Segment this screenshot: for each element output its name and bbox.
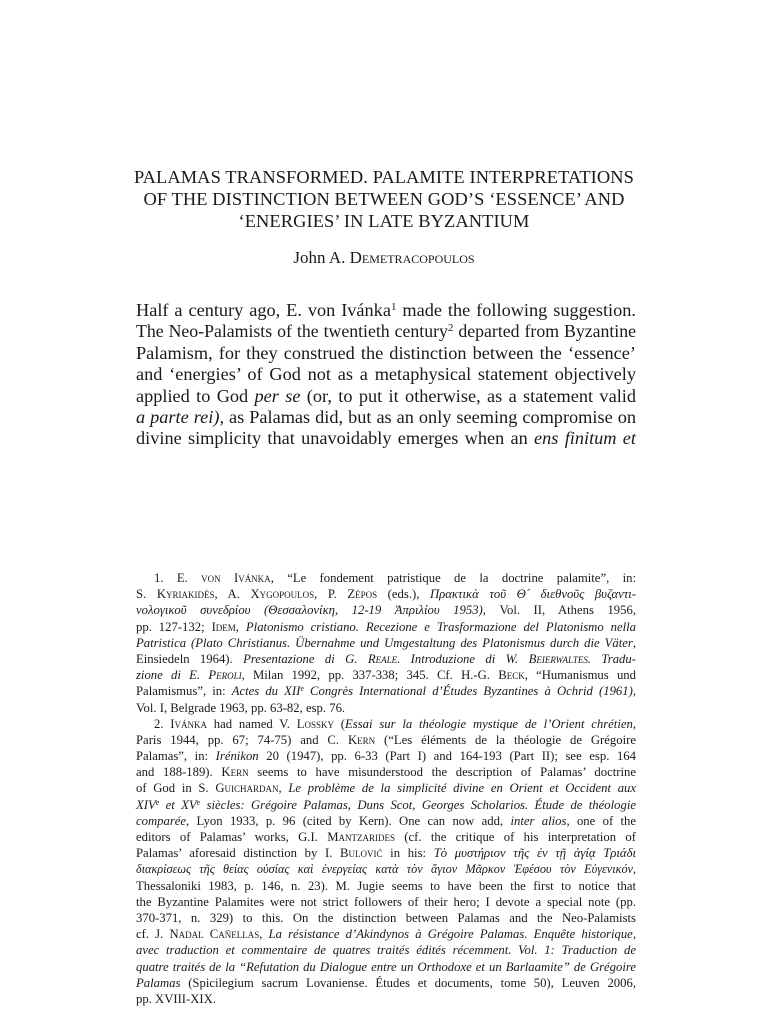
fn-italic: Πρακτικὰ τοῦ Θ´ διεθνοῦς βυζαντι- xyxy=(429,587,636,602)
body-italic-run: per se xyxy=(254,385,301,406)
fn-superscript: e xyxy=(300,684,304,694)
fn-smallcaps: Kyriakidès xyxy=(156,587,215,602)
fn-smallcaps: Guichardan xyxy=(215,781,279,796)
fn-smallcaps: Kern xyxy=(221,765,249,780)
author-first-name: John A. xyxy=(293,248,350,267)
footnote-2-line xyxy=(136,797,636,813)
fn-text: Einsiedeln 1964). xyxy=(136,651,244,666)
body-line xyxy=(136,321,636,342)
fn-text: of God in S. xyxy=(136,781,216,796)
fn-text: , xyxy=(632,862,636,877)
body-italic-run: a parte rei), xyxy=(136,406,225,427)
footnote-1-line xyxy=(136,651,636,667)
fn-italic: Presentazione di G. xyxy=(243,651,368,666)
footnote-2-line xyxy=(136,894,636,910)
footnote-2-line xyxy=(136,975,636,991)
footnote-2-line xyxy=(136,813,636,829)
body-line xyxy=(136,386,636,407)
body-text-run: as Palamas did, but as an only seeming compromise on xyxy=(224,406,636,427)
fn-smallcaps: Mantzarides xyxy=(327,830,395,844)
fn-text: , xyxy=(259,927,269,942)
fn-text: seems to have misunderstood the description of Palamas’ doctrine xyxy=(248,765,636,780)
footnote-2-line xyxy=(136,861,636,877)
fn-text: , xyxy=(632,716,636,731)
footnote-2-line xyxy=(136,991,636,1007)
fn-text: , Milan 1992, pp. 337-338; 345. Cf. H.-G. xyxy=(241,668,499,683)
body-text-run: (or, to put it otherwise, as a statement valid xyxy=(300,385,636,406)
fn-smallcaps: Kern xyxy=(347,732,376,747)
fn-text: (Spicilegium sacrum Lovaniense. Études et documents, tome 50), Leuven 2006, xyxy=(180,975,636,990)
fn-italic: La résistance d’Akindynos à Grégoire Palamas. Enquête historique, xyxy=(268,927,636,942)
fn-superscript: e xyxy=(196,797,201,807)
fn-text: cf. J. xyxy=(136,927,170,942)
fn-text: , “Le fondement patristique de la doctrine palamite”, in: xyxy=(270,571,636,585)
body-text-run: Half a century ago, E. von Ivánka xyxy=(136,300,391,320)
fn-italic: διακρίσεως τῆς θείας οὐσίας καὶ ἐνεργείας κατὰ τὸν ἅγιον Μᾶρκον Ἐφέσου τὸν Εὐγενικόν xyxy=(136,862,633,877)
fn-italic: Congrès International d’Études Byzantines à Ochrid (1961) xyxy=(303,684,633,699)
footnote-2-line xyxy=(136,732,636,748)
body-line xyxy=(136,407,636,428)
body-text-run: departed from Byzantine xyxy=(453,321,636,342)
footnote-2-line xyxy=(136,910,636,926)
fn-italic: Irénikon xyxy=(215,749,259,764)
fn-italic: XIV xyxy=(136,797,156,812)
fn-text: , Vol. II, Athens 1956, xyxy=(482,603,636,618)
fn-smallcaps: Beierwaltes xyxy=(528,651,588,666)
fn-text: , xyxy=(278,781,289,796)
fn-text: 370-371, n. 329) to this. On the distinction between Palamas and the Neo-Palamists xyxy=(136,910,636,925)
body-text-run: divine simplicity that unavoidably emerges when an xyxy=(136,428,535,449)
body-text-run: applied to God xyxy=(136,385,255,406)
fn-text: , one of the xyxy=(566,813,637,828)
body-text-run: Palamism, for they construed the distinction between the ‘essence’ xyxy=(136,342,636,363)
footnote-2-line xyxy=(136,748,636,764)
fn-text: pp. 127-132; xyxy=(136,619,212,634)
fn-text: (eds.), xyxy=(377,587,430,602)
fn-smallcaps: Lossky xyxy=(296,716,335,731)
fn-text: 2. xyxy=(154,716,171,731)
footnote-1-line xyxy=(136,700,636,716)
fn-text: Vol. I, Belgrade 1963, pp. 63-82, esp. 76. xyxy=(136,700,346,715)
fn-text: Palamismus”, in: xyxy=(136,684,232,699)
fn-text: and 188-189). xyxy=(136,765,222,780)
footnote-2-line xyxy=(136,764,636,780)
body-text-run: made the following suggestion. xyxy=(396,300,636,320)
footnote-2-line xyxy=(136,829,636,845)
fn-text: 20 (1947), pp. 6-33 (Part I) and 164-193 (Part II); see esp. 164 xyxy=(258,749,636,764)
fn-text: had named V. xyxy=(207,716,297,731)
fn-smallcaps: Reale xyxy=(367,651,398,666)
footnote-ref-2[interactable]: 2 xyxy=(447,322,454,335)
body-text-run: and ‘energies’ of God not as a metaphysical statement objectively xyxy=(136,364,636,385)
fn-text: (cf. the critique of his interpretation of xyxy=(394,830,636,844)
footnote-ref-1[interactable]: 1 xyxy=(390,301,397,313)
footnote-1-line xyxy=(136,570,636,586)
title-line-2: OF THE DISTINCTION BETWEEN GOD’S ‘ESSENCE’ AND xyxy=(143,189,625,209)
fn-italic: inter alios xyxy=(510,813,567,828)
fn-smallcaps: von Ivánka xyxy=(201,571,271,585)
fn-italic: . Introduzione di W. xyxy=(397,651,529,666)
fn-italic: Patristica (Plato Christianus. Übernahme und Umgestaltung des Platonismus durch die Väter xyxy=(136,635,633,650)
footnote-2-line xyxy=(136,716,636,732)
footnote-2-line xyxy=(136,878,636,894)
fn-superscript: e xyxy=(155,797,160,807)
fn-italic: avec traduction et commentaire de quatres traités édités récemment. Vol. 1: Traduction de xyxy=(136,943,636,958)
footnote-2-line xyxy=(136,942,636,958)
author-name xyxy=(100,247,668,269)
footnote-1-line: Patristica (Plato Christianus. Übernahme und Umgestaltung des Platonismus durch die Väter, xyxy=(136,635,636,650)
body-line xyxy=(136,343,636,364)
fn-text: Thessaloniki 1983, p. 146, n. 23). M. Jugie seems to have been the first to notice that xyxy=(136,878,636,893)
fn-text: Palamas”, in: xyxy=(136,749,216,764)
body-text-run: The Neo-Palamists of the twentieth century xyxy=(136,321,448,342)
fn-text: (“Les éléments de la théologie de Grégoire xyxy=(375,732,636,747)
fn-smallcaps: Idem xyxy=(211,619,236,634)
footnote-1-line xyxy=(136,602,636,618)
fn-smallcaps: Xygopoulos xyxy=(250,587,315,602)
fn-italic: Platonismo cristiano. Recezione e Trasformazione del Platonismo nella xyxy=(245,619,636,634)
footnotes xyxy=(136,570,636,1007)
fn-italic: Palamas xyxy=(136,975,181,990)
fn-smallcaps: Zépos xyxy=(347,587,378,602)
fn-smallcaps: Beck xyxy=(498,668,525,683)
fn-text: pp. XVIII-XIX. xyxy=(136,991,216,1006)
fn-italic: et XV xyxy=(159,797,197,812)
fn-text: editors of Palamas’ works, G.I. xyxy=(136,830,328,844)
footnote-1-line xyxy=(136,667,636,683)
fn-italic: quatre traités de la “Refutation du Dialogue entre un Orthodoxe et un Barlaamite” de Grégoire xyxy=(136,959,636,974)
fn-italic: Τὸ μυστήριον τῆς ἐν τῇ ἁγίᾳ Τριάδι xyxy=(433,846,637,861)
fn-smallcaps: Bulović xyxy=(340,846,383,861)
title-line-1: PALAMAS TRANSFORMED. PALAMITE INTERPRETATIONS xyxy=(134,167,634,187)
fn-smallcaps: Ivánka xyxy=(170,716,208,731)
fn-text: in his: xyxy=(382,846,434,861)
fn-italic: comparée xyxy=(136,813,187,828)
fn-text: , xyxy=(632,684,636,699)
fn-text: , Lyon 1933, p. 96 (cited by Kern). One can now add, xyxy=(186,813,511,828)
footnote-2-line xyxy=(136,926,636,942)
body-line xyxy=(136,300,636,321)
fn-italic: Essai sur la théologie mystique de l’Orient chrétien xyxy=(345,716,633,731)
footnote-2-line xyxy=(136,780,636,796)
fn-text: Palamas’ aforesaid distinction by I. xyxy=(136,846,341,861)
footnote-2-line xyxy=(136,845,636,861)
footnote-1-line xyxy=(136,586,636,602)
fn-italic: zione di E. xyxy=(136,668,209,683)
fn-italic: Actes du XII xyxy=(231,684,301,699)
paper-title xyxy=(100,166,668,232)
fn-italic: νολογικοῦ συνεδρίου (Θεσσαλονίκη, 12-19 Ἀπριλίου 1953) xyxy=(136,603,483,618)
footnote-1-line xyxy=(136,683,636,699)
fn-italic: . Tradu- xyxy=(587,651,636,666)
fn-text: ( xyxy=(334,716,346,731)
fn-text: the Byzantine Palamites were not strict followers of their hero; I devote a special note (pp. xyxy=(136,894,636,909)
body-italic-run: ens finitum et xyxy=(534,428,636,449)
title-line-3: ‘ENERGIES’ IN LATE BYZANTIUM xyxy=(238,211,530,231)
fn-italic: Le problème de la simplicité divine en Orient et Occident aux xyxy=(288,781,637,796)
body-line xyxy=(136,364,636,385)
fn-text: , xyxy=(235,619,246,634)
fn-text: , P. xyxy=(314,587,348,602)
fn-smallcaps: Nadal Cañellas xyxy=(169,927,260,942)
fn-text: , “Humanismus und xyxy=(524,668,636,683)
fn-text: S. xyxy=(136,587,157,602)
fn-italic: siècles: Grégoire Palamas, Duns Scot, Georges Scholarios. Étude de théologie xyxy=(200,797,636,812)
body-line xyxy=(136,428,636,449)
footnote-2-line xyxy=(136,959,636,975)
body-paragraph xyxy=(136,300,636,450)
footnote-1-line xyxy=(136,619,636,635)
author-last-name: Demetracopoulos xyxy=(349,248,475,267)
fn-text: 1. E. xyxy=(154,571,202,585)
fn-text: Paris 1944, pp. 67; 74-75) and C. xyxy=(136,732,348,747)
fn-text: , A. xyxy=(214,587,251,602)
fn-smallcaps: Peroli xyxy=(208,668,242,683)
